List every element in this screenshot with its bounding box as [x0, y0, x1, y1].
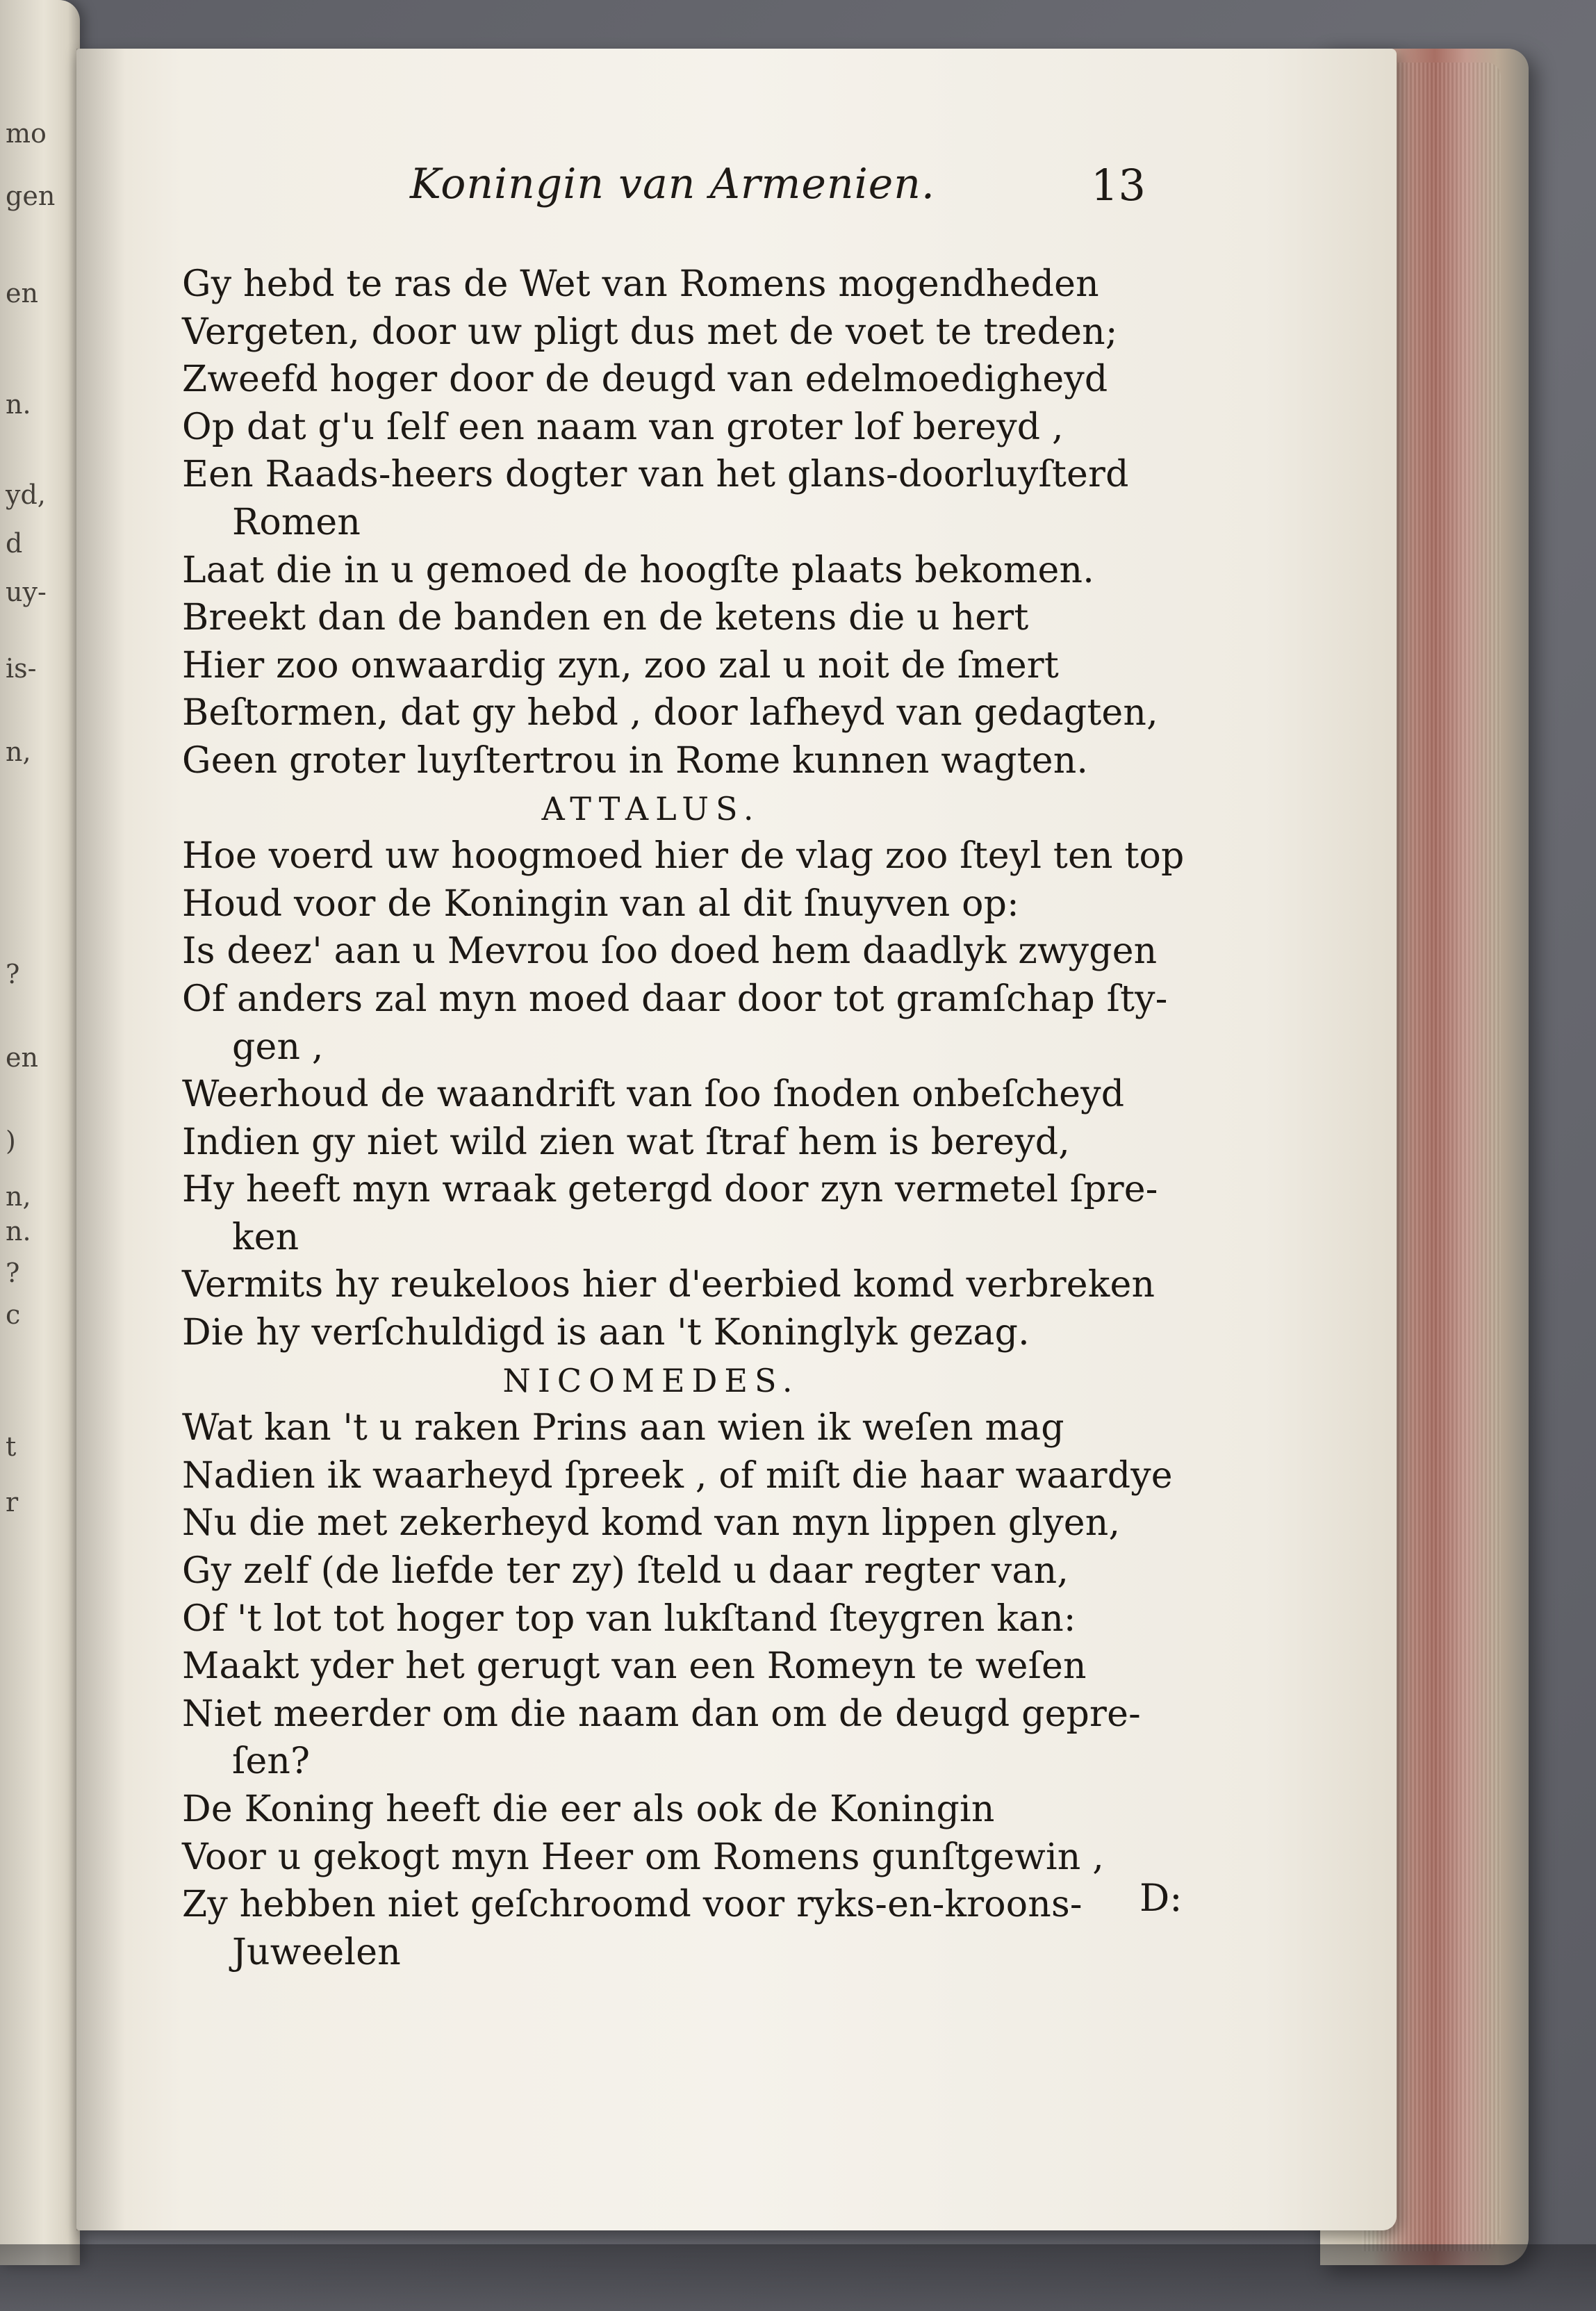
running-title: Koningin van Armenien.	[410, 160, 935, 208]
speaker-name: ATTALUS.	[541, 789, 761, 828]
verse-line: Vergeten, door uw pligt dus met de voet te treden;	[182, 311, 1118, 353]
page-number: 13	[1091, 160, 1146, 211]
verse-line: Vermits hy reukeloos hier d'eerbied komd verbreken	[182, 1264, 1155, 1306]
facing-page	[0, 0, 80, 2265]
verse-line: Hy heeft myn wraak getergd door zyn vermetel ſpre-	[182, 1169, 1158, 1211]
facing-page-fragment: n.	[6, 389, 31, 420]
verse-line: De Koning heeft die eer als ook de Koningin	[182, 1788, 995, 1830]
verse-line: Die hy verſchuldigd is aan 't Koninglyk gezag.	[182, 1312, 1030, 1354]
verse-line: Gy hebd te ras de Wet van Romens mogendheden	[182, 263, 1099, 305]
catchword: D:	[1140, 1876, 1183, 1920]
facing-page-fragment: is-	[6, 653, 37, 684]
facing-page-fragment: c	[6, 1299, 21, 1330]
verse-line: Geen groter luyſtertrou in Rome kunnen wagten.	[182, 739, 1089, 782]
facing-page-fragment: mo	[6, 118, 47, 149]
facing-page-fragment: uy-	[6, 577, 47, 607]
verse-line: Laat die in u gemoed de hoogſte plaats bekomen.	[182, 549, 1094, 591]
verse-line: Niet meerder om die naam dan om de deugd gepre-	[182, 1693, 1141, 1735]
speaker-name: NICOMEDES.	[502, 1361, 800, 1399]
facing-page-fragment: ?	[6, 959, 20, 989]
verse-line: Romen	[232, 501, 361, 543]
verse-line: Indien gy niet wild zien wat ſtraf hem is bereyd,	[182, 1121, 1071, 1163]
facing-page-fragment: ?	[6, 1258, 20, 1288]
verse-line: Nu die met zekerheyd komd van myn lippen glyen,	[182, 1502, 1121, 1545]
verse-line: Zweefd hoger door de deugd van edelmoedigheyd	[182, 359, 1108, 401]
verse-line: Maakt yder het gerugt van een Romeyn te weſen	[182, 1645, 1087, 1688]
facing-page-fragment: d	[6, 528, 23, 559]
verse-line: gen ,	[232, 1026, 324, 1068]
verse-line: Weerhoud de waandrift van ſoo ſnoden onbeſcheyd	[182, 1074, 1125, 1116]
facing-page-fragment: t	[6, 1431, 17, 1462]
facing-page-fragment: yd,	[6, 479, 46, 510]
verse-line: Hier zoo onwaardig zyn, zoo zal u noit de ſmert	[182, 644, 1059, 686]
page-gutter-shadow	[76, 49, 125, 2230]
verse-line: Of 't lot tot hoger top van lukſtand ſteygren kan:	[182, 1597, 1076, 1640]
facing-page-fragment: r	[6, 1487, 19, 1518]
verse-line: Hoe voerd uw hoogmoed hier de vlag zoo ſteyl ten top	[182, 835, 1185, 878]
facing-page-fragment: en	[6, 278, 38, 309]
verse-line: Houd voor de Koningin van al dit ſnuyven op:	[182, 882, 1019, 925]
verse-line: Juweelen	[232, 1931, 401, 1973]
verse-line: Op dat g'u ſelf een naam van groter lof bereyd ,	[182, 406, 1064, 448]
verse-line: ſen?	[232, 1741, 311, 1783]
verse-line: Beſtormen, dat gy hebd , door lafheyd van gedagten,	[182, 692, 1158, 734]
verse-line: Is deez' aan u Mevrou ſoo doed hem daadlyk zwygen	[182, 930, 1158, 973]
verse-line: Wat kan 't u raken Prins aan wien ik weſen mag	[182, 1407, 1064, 1449]
verse-line: Nadien ik waarheyd ſpreek , of miſt die haar waardye	[182, 1454, 1173, 1497]
verse-line: Breekt dan de banden en de ketens die u hert	[182, 597, 1029, 639]
verse-line: Zy hebben niet geſchroomd voor ryks-en-kroons-	[182, 1884, 1083, 1926]
facing-page-fragment: n,	[6, 737, 31, 767]
page-header	[334, 160, 1153, 236]
facing-page-fragment: n.	[6, 1216, 31, 1247]
verse-line: Voor u gekogt myn Heer om Romens gunſtgewin ,	[182, 1836, 1104, 1878]
facing-page-fragment: gen	[6, 181, 56, 211]
verse-text	[182, 261, 1224, 1976]
facing-page-fragment: en	[6, 1042, 38, 1073]
facing-page-fragment: )	[6, 1126, 16, 1156]
verse-line: Of anders zal myn moed daar door tot gramſchap ſty-	[182, 978, 1168, 1020]
verse-line: Een Raads-heers dogter van het glans-doorluyſterd	[182, 454, 1129, 496]
verse-line: ken	[232, 1216, 299, 1258]
verse-line: Gy zelf (de liefde ter zy) ſteld u daar regter van,	[182, 1550, 1069, 1593]
facing-page-fragment: n,	[6, 1181, 31, 1212]
table-surface	[0, 2244, 1596, 2311]
